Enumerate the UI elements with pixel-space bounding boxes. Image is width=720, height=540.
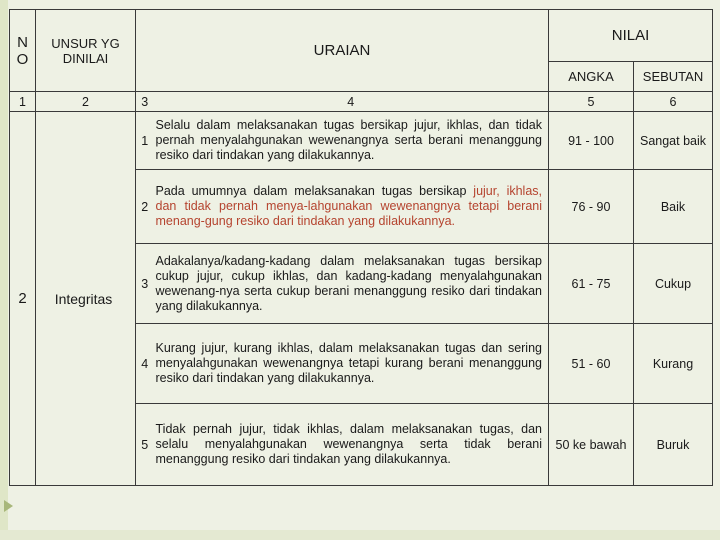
- item-sebutan: Sangat baik: [634, 112, 713, 170]
- criteria-label: Integritas: [36, 112, 136, 486]
- item-number: 4: [136, 324, 154, 404]
- item-description: [154, 170, 549, 244]
- item-sebutan: Buruk: [634, 404, 713, 486]
- header-no: N O: [10, 10, 36, 92]
- item-number: 3: [136, 244, 154, 324]
- item-number: 1: [136, 112, 154, 170]
- item-angka: 61 - 75: [549, 244, 634, 324]
- header-sebutan: SEBUTAN: [634, 62, 713, 92]
- item-angka: 91 - 100: [549, 112, 634, 170]
- item-description-part: Pada umumnya dalam melaksanakan tugas bersikap: [155, 184, 474, 198]
- slide-left-bar: [0, 0, 8, 540]
- header-row: [10, 10, 713, 62]
- colnum-4: 4: [154, 92, 549, 112]
- item-description: Selalu dalam melaksanakan tugas bersikap jujur, ikhlas, dan tidak pernah menyalahgunakan wewenangnya serta berani menanggung resiko dari tindakan yang dilakukannya.: [154, 112, 549, 170]
- item-description-highlight: jujur, ikhlas, dan tidak pernah menya-lahgunakan wewenangnya tetapi berani menang-gung resiko dari tindakan yang dilakukannya.: [155, 184, 543, 228]
- item-angka: 76 - 90: [549, 170, 634, 244]
- colnum-6: 6: [634, 92, 713, 112]
- column-number-row: [10, 92, 713, 112]
- header-nilai: NILAI: [549, 10, 713, 62]
- item-number: 5: [136, 404, 154, 486]
- item-number: 2: [136, 170, 154, 244]
- row-number: 2: [10, 112, 36, 486]
- header-angka: ANGKA: [549, 62, 634, 92]
- slide-arrow-icon: [4, 500, 13, 512]
- item-description: Kurang jujur, kurang ikhlas, dalam melaksanakan tugas dan sering menyalahgunakan wewenangnya tetapi kurang berani menanggung resiko dari tindakan yang dilakukannya.: [154, 324, 549, 404]
- item-description: Tidak pernah jujur, tidak ikhlas, dalam melaksanakan tugas, dan selalu menyalahgunakan wewenangnya serta tidak berani menanggung resiko dari tindakan yang dilakukannya.: [154, 404, 549, 486]
- item-angka: 50 ke bawah: [549, 404, 634, 486]
- colnum-2: 2: [36, 92, 136, 112]
- table-row: [10, 112, 713, 170]
- item-sebutan: Kurang: [634, 324, 713, 404]
- colnum-3: 3: [136, 92, 154, 112]
- colnum-1: 1: [10, 92, 36, 112]
- header-uraian: URAIAN: [136, 10, 549, 92]
- item-description: Adakalanya/kadang-kadang dalam melaksanakan tugas bersikap cukup jujur, cukup ikhlas, dan kadang-kadang menyalahgunakan wewenang-nya serta cukup berani menanggung resiko dari tindakan yang dilakukannya.: [154, 244, 549, 324]
- item-sebutan: Cukup: [634, 244, 713, 324]
- colnum-5: 5: [549, 92, 634, 112]
- header-unsur: UNSUR YG DINILAI: [36, 10, 136, 92]
- item-sebutan: Baik: [634, 170, 713, 244]
- slide-bottom-bar: [0, 530, 720, 540]
- assessment-table: [9, 9, 713, 486]
- item-angka: 51 - 60: [549, 324, 634, 404]
